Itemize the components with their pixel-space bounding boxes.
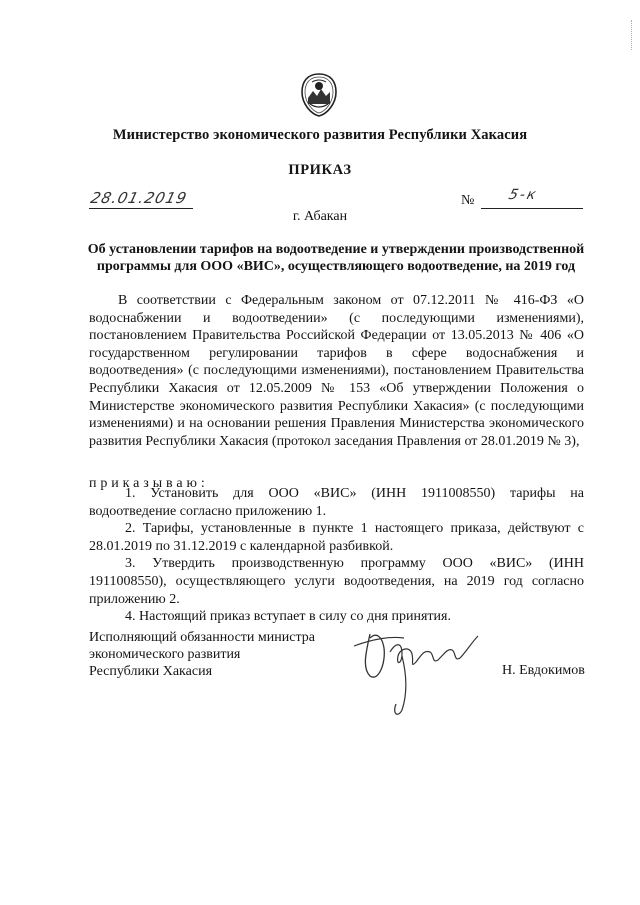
order-item-1: 1. Установить для ООО «ВИС» (ИНН 1911008550) тарифы на водоотведение согласно приложению 1. bbox=[89, 486, 584, 519]
city: г. Абакан bbox=[292, 209, 348, 224]
date-field bbox=[89, 190, 193, 209]
signer-name: Н. Евдокимов bbox=[502, 663, 585, 678]
signatory-line-2: экономического развития bbox=[89, 647, 241, 663]
orders-word: приказываю: bbox=[89, 476, 209, 491]
signatory-line-3: Республики Хакасия bbox=[89, 664, 213, 680]
number-label: № bbox=[461, 193, 475, 208]
subject-line-2: программы для ООО «ВИС», осуществляющего водоотведение, на 2019 год bbox=[96, 259, 576, 274]
order-subject bbox=[86, 241, 586, 275]
signatory-block bbox=[89, 629, 315, 681]
order-item-4: 4. Настоящий приказ вступает в силу со дня принятия. bbox=[125, 609, 451, 625]
handwritten-date: 28.01.2019 bbox=[88, 189, 190, 207]
coat-of-arms-emblem bbox=[299, 72, 339, 118]
order-item-2: 2. Тарифы, установленные в пункте 1 настоящего приказа, действуют с 28.01.2019 по 31.12.2019 с календарной разбивкой. bbox=[89, 521, 584, 554]
handwritten-signature bbox=[340, 612, 490, 722]
ministry-name: Министерство экономического развития Республики Хакасия bbox=[112, 127, 528, 143]
subject-line-1: Об установлении тарифов на водоотведение и утверждении производственной bbox=[87, 242, 585, 257]
preamble-paragraph: В соответствии с Федеральным законом от 07.12.2011 № 416-ФЗ «О водоснабжении и водоотведении» (с последующими изменениями), постановлением Правительства Российской Федерации от 13.05.2013 № 406 «О государственном регулировании тарифов в сфере водоснабжения и водоотведения» (с последующими изменениями), постановлением Правительства Республики Хакасия от 12.05.2009 № 153 «Об утверждении Положения о Министерстве экономического развития Республики Хакасия» (с последующими изменениями) и на основании решения Правления Министерства экономического развития Республики Хакасия (протокол заседания Правления от 28.01.2019 № 3), bbox=[89, 293, 584, 449]
order-items bbox=[89, 485, 584, 626]
scan-edge-mark bbox=[631, 20, 634, 50]
signatory-line-1: Исполняющий обязанности министра bbox=[89, 630, 315, 645]
number-field bbox=[481, 187, 583, 209]
order-item-3: 3. Утвердить производственную программу ООО «ВИС» (ИНН 1911008550), осуществляющего услуги водоотведения, на 2019 год согласно приложению 2. bbox=[89, 556, 584, 607]
handwritten-number: 5-к bbox=[507, 187, 540, 203]
order-title: ПРИКАЗ bbox=[288, 162, 352, 178]
